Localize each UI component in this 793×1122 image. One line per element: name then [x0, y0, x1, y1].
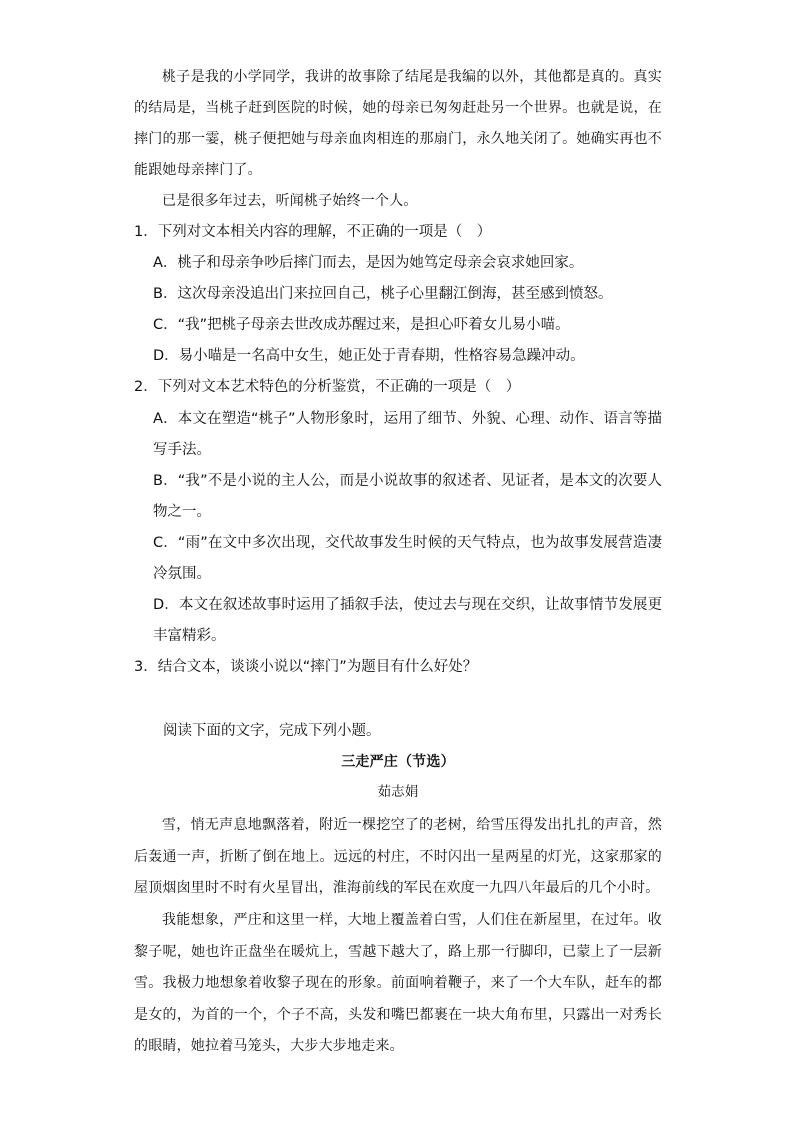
- question-2-option-a: A．本文在塑造“桃子”人物形象时，运用了细节、外貌、心理、动作、语言等描写手法。: [153, 411, 662, 458]
- article-author: 茹志娟: [377, 784, 419, 800]
- question-1-option-d: D．易小喵是一名高中女生，她正处于青春期，性格容易急躁冲动。: [153, 348, 585, 364]
- reading-instruction: 阅读下面的文字，完成下列小题。: [163, 723, 381, 739]
- question-1-option-a: A．桃子和母亲争吵后摔门而去，是因为她笃定母亲会哀求她回家。: [153, 255, 584, 271]
- article-title: 三走严庄（节选）: [341, 754, 455, 770]
- article-paragraph-2: 我能想象，严庄和这里一样，大地上覆盖着白雪，人们住在新屋里，在过年。收黎子呢，她也许正盘坐在暖炕上，雪越下越大了，路上那一行脚印，已蒙上了一层新雪。我极力地想象着收黎子现在的形象。前面响着鞭子，来了一个大车队，赶车的都是女的，为首的一个，个子不高，头发和嘴巴都裹在一块大角布里，只露出一对秀长的眼睛，她拉着马笼头，大步大步地走来。: [134, 912, 662, 1054]
- story-paragraph-1: 桃子是我的小学同学，我讲的故事除了结尾是我编的以外，其他都是真的。真实的结局是，当桃子赶到医院的时候，她的母亲已匆匆赶赴另一个世界。也就是说，在摔门的那一霎，桃子便把她与母亲血肉相连的那扇门，永久地关闭了。她确实再也不能跟她母亲摔门了。: [134, 69, 662, 178]
- question-2-option-c: C．“雨”在文中多次出现，交代故事发生时候的天气特点，也为故事发展营造凄冷氛围。: [153, 535, 662, 582]
- question-2-option-d: D．本文在叙述故事时运用了插叙手法，使过去与现在交织，让故事情节发展更丰富精彩。: [153, 597, 662, 644]
- question-3-stem: 3．结合文本，谈谈小说以“摔门”为题目有什么好处？: [134, 659, 478, 675]
- question-2-stem: 2．下列对文本艺术特色的分析鉴赏，不正确的一项是（ ）: [134, 379, 521, 395]
- question-1-stem: 1．下列对文本相关内容的理解，不正确的一项是（ ）: [134, 224, 492, 240]
- question-1-option-b: B．这次母亲没追出门来拉回自己，桃子心里翻江倒海，甚至感到愤怒。: [153, 286, 613, 302]
- article-paragraph-1: 雪，悄无声息地飘落着，附近一棵挖空了的老树，给雪压得发出扎扎的声音，然后轰通一声，折断了倒在地上。远远的村庄，不时闪出一星两星的灯光，这家那家的屋顶烟囱里时不时有火星冒出，淮海前线的军民在欢度一九四八年最后的几个小时。: [134, 817, 662, 896]
- question-1-option-c: C．“我”把桃子母亲去世改成苏醒过来，是担心吓着女儿易小喵。: [153, 317, 570, 333]
- story-paragraph-2: 已是很多年过去，听闻桃子始终一个人。: [162, 193, 418, 209]
- question-2-option-b: B．“我”不是小说的主人公，而是小说故事的叙述者、见证者，是本文的次要人物之一。: [153, 473, 662, 520]
